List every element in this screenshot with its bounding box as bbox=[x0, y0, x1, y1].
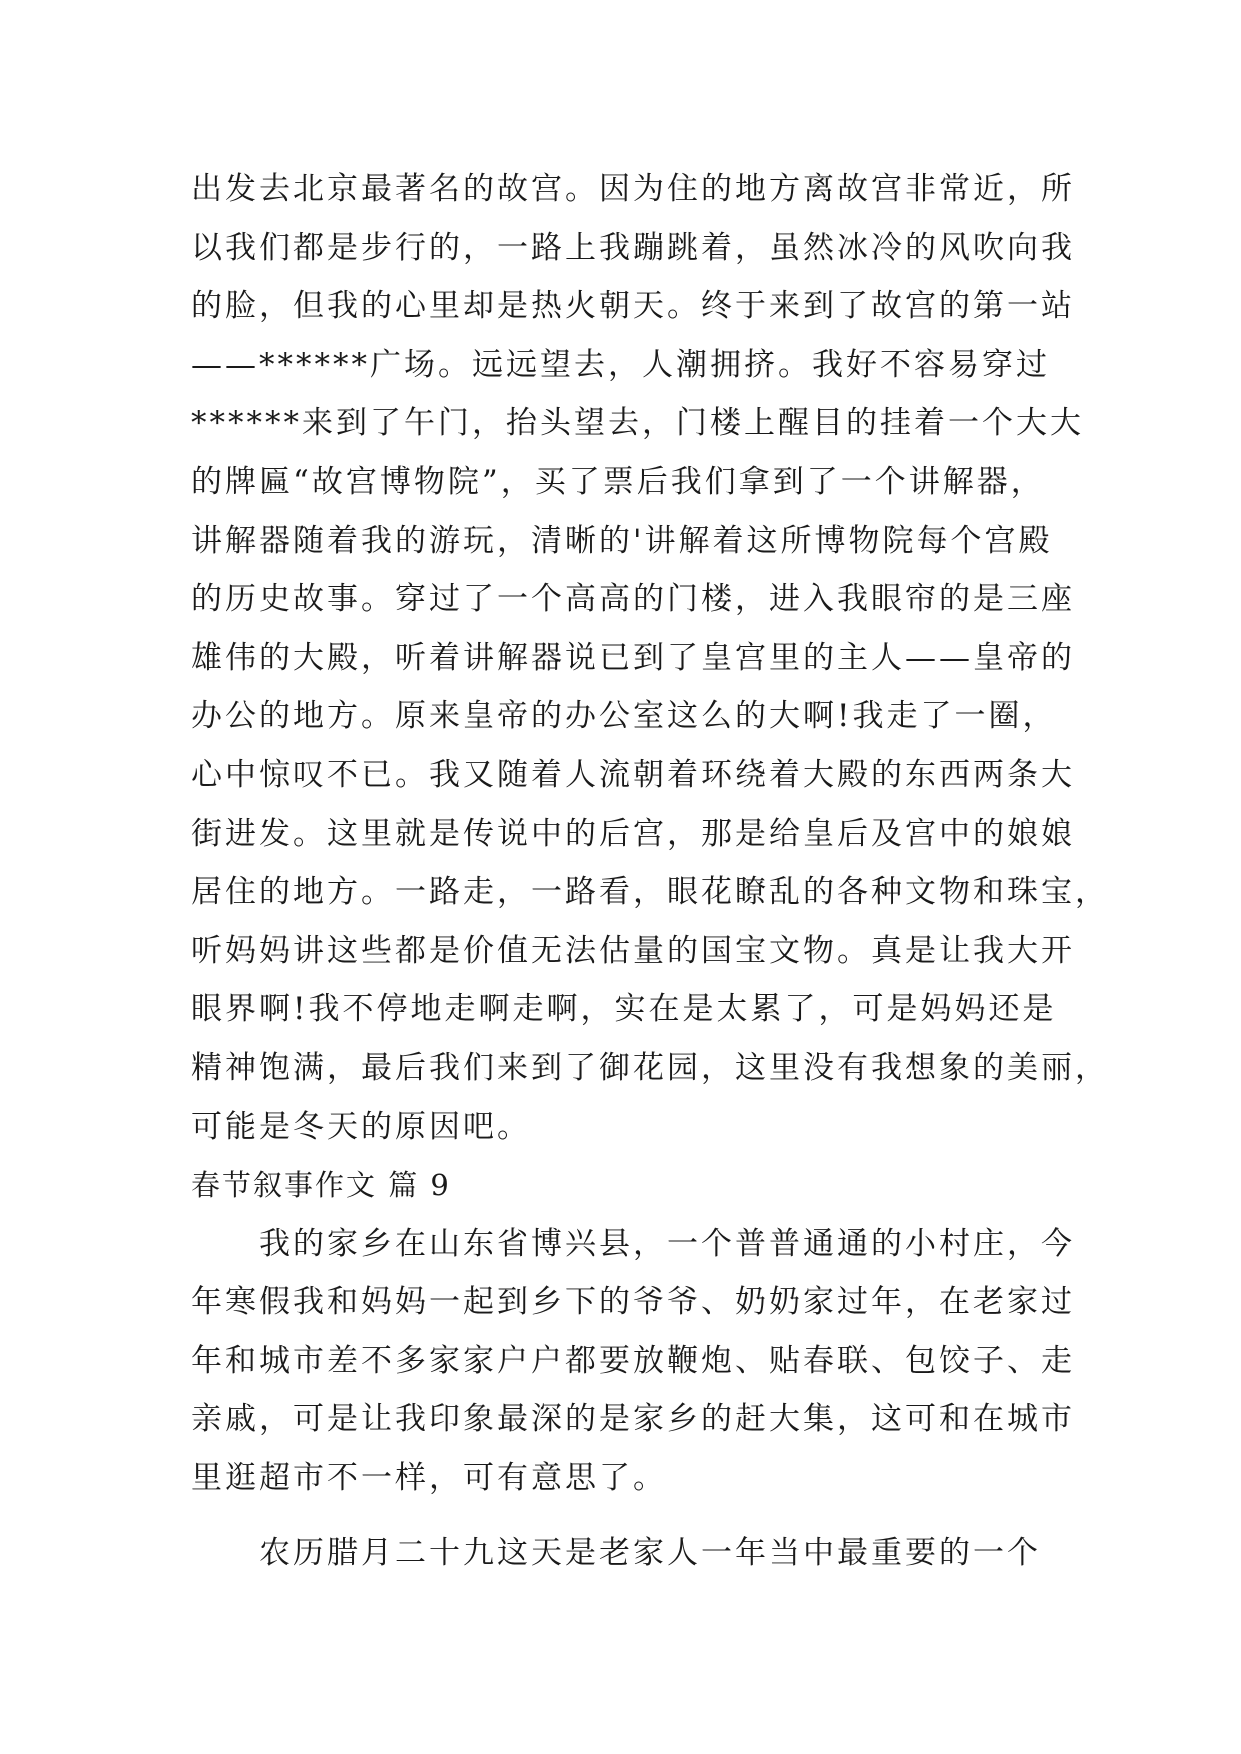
text-line: 的历史故事。穿过了一个高高的门楼，进入我眼帘的是三座 bbox=[191, 581, 1075, 618]
text-line: ******来到了午门，抬头望去，门楼上醒目的挂着一个大大 bbox=[191, 405, 1084, 442]
paragraph-line: 我的家乡在山东省博兴县，一个普普通通的小村庄，今 bbox=[259, 1225, 1075, 1262]
text-line: 的牌匾“故宫博物院”，买了票后我们拿到了一个讲解器， bbox=[191, 463, 1045, 500]
section-title: 春节叙事作文 篇 9 bbox=[191, 1168, 451, 1203]
paragraph-line: 里逛超市不一样，可有意思了。 bbox=[191, 1460, 667, 1497]
text-line: 的脸，但我的心里却是热火朝天。终于来到了故宫的第一站 bbox=[191, 288, 1075, 325]
text-line: 心中惊叹不已。我又随着人流朝着环绕着大殿的东西两条大 bbox=[191, 756, 1075, 793]
text-line: 居住的地方。一路走，一路看，眼花瞭乱的各种文物和珠宝， bbox=[191, 874, 1109, 911]
paragraph-line: 亲戚，可是让我印象最深的是家乡的赶大集，这可和在城市 bbox=[191, 1401, 1075, 1438]
text-line: 听妈妈讲这些都是价值无法估量的国宝文物。真是让我大开 bbox=[191, 932, 1075, 969]
text-line: 眼界啊!我不停地走啊走啊，实在是太累了，可是妈妈还是 bbox=[191, 991, 1057, 1028]
text-line: 可能是冬天的原因吧。 bbox=[191, 1108, 531, 1145]
text-line: 雄伟的大殿，听着讲解器说已到了皇宫里的主人——皇帝的 bbox=[191, 639, 1075, 676]
paragraph-line: 年寒假我和妈妈一起到乡下的爷爷、奶奶家过年，在老家过 bbox=[191, 1284, 1075, 1321]
text-line: ——******广场。远远望去，人潮拥挤。我好不容易穿过 bbox=[191, 346, 1050, 383]
document-body bbox=[191, 160, 1109, 1582]
text-line: 办公的地方。原来皇帝的办公室这么的大啊!我走了一圈， bbox=[191, 698, 1057, 735]
text-line: 精神饱满，最后我们来到了御花园，这里没有我想象的美丽， bbox=[191, 1049, 1109, 1086]
text-line: 街进发。这里就是传说中的后宫，那是给皇后及宫中的娘娘 bbox=[191, 815, 1075, 852]
text-line: 以我们都是步行的，一路上我蹦跳着，虽然冰冷的风吹向我 bbox=[191, 229, 1075, 266]
paragraph-line: 农历腊月二十九这天是老家人一年当中最重要的一个 bbox=[259, 1534, 1041, 1571]
paragraph-line: 年和城市差不多家家户户都要放鞭炮、贴春联、包饺子、走 bbox=[191, 1342, 1075, 1379]
text-line: 出发去北京最著名的故宫。因为住的地方离故宫非常近，所 bbox=[191, 171, 1075, 207]
text-line: 讲解器随着我的游玩，清晰的'讲解着这所博物院每个宫殿 bbox=[191, 522, 1053, 559]
